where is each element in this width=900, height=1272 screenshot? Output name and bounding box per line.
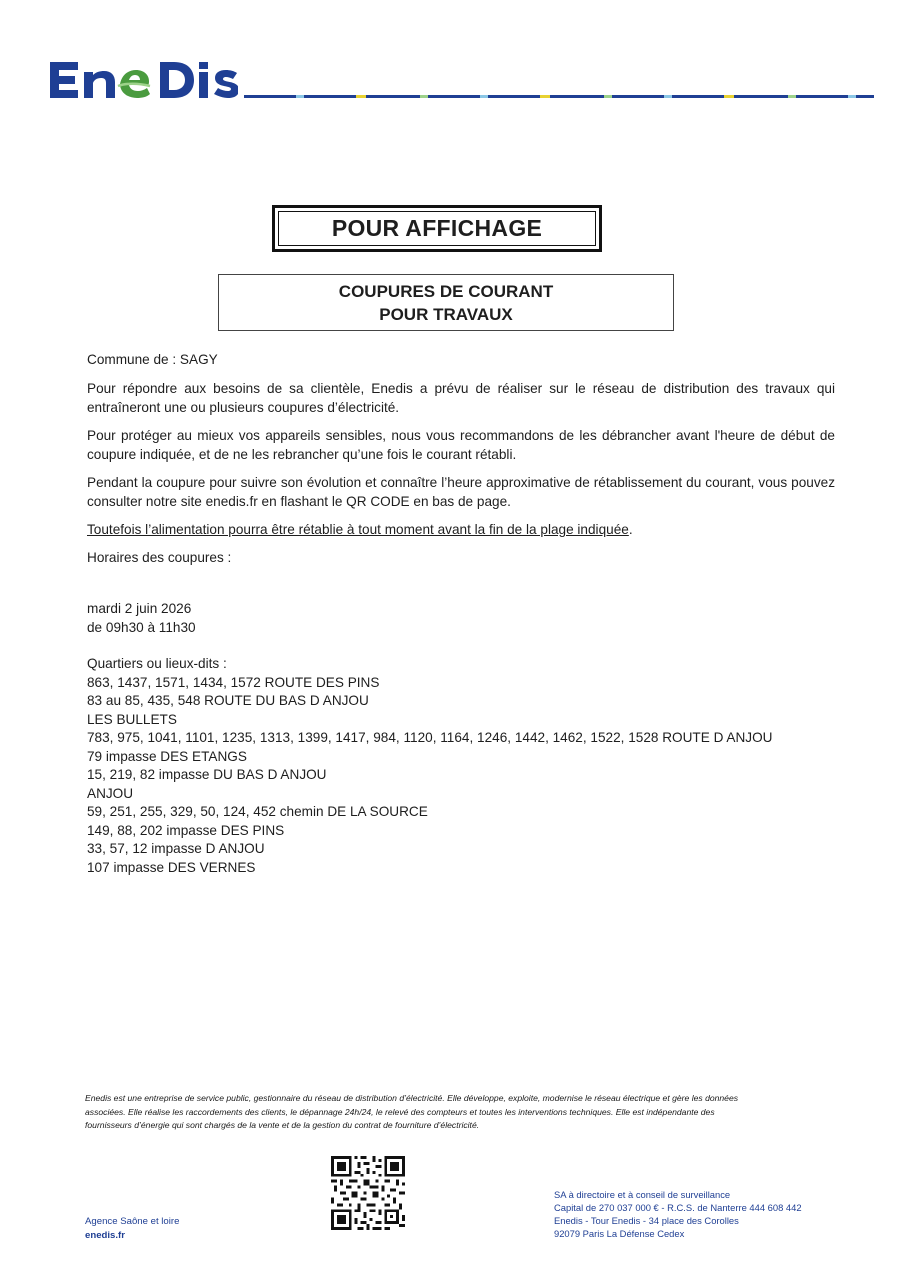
agency-block <box>85 1215 179 1243</box>
location-item: 149, 88, 202 impasse DES PINS <box>87 822 285 838</box>
location-item: 79 impasse DES ETANGS <box>87 748 247 764</box>
coupures-title-box <box>218 274 674 331</box>
pour-affichage-title: POUR AFFICHAGE <box>278 211 596 246</box>
company-line: 92079 Paris La Défense Cedex <box>554 1228 685 1239</box>
header-rule <box>244 95 874 98</box>
location-item: 107 impasse DES VERNES <box>87 859 256 875</box>
enedis-logo <box>48 58 238 102</box>
website-link[interactable]: enedis.fr <box>85 1230 125 1241</box>
paragraph-protect: Pour protéger au mieux vos appareils sensibles, nous vous recommandons de les débrancher avant l'heure de début de coupure indiquée, et de ne les rebrancher qu’une fois le courant rétabli. <box>87 428 835 462</box>
agency-name: Agence Saône et loire <box>85 1216 180 1227</box>
paragraph-needs: Pour répondre aux besoins de sa clientèle, Enedis a prévu de réaliser sur le réseau de distribution des travaux qui entraîneront une ou plusieurs coupures d’électricité. <box>87 381 835 415</box>
notice-body <box>87 350 835 567</box>
warning-line <box>87 520 835 539</box>
location-item: 83 au 85, 435, 548 ROUTE DU BAS D ANJOU <box>87 693 369 708</box>
qr-code-icon[interactable] <box>331 1156 405 1230</box>
schedule-block <box>87 600 196 637</box>
location-item: 863, 1437, 1571, 1434, 1572 ROUTE DES PINS <box>87 674 380 690</box>
legal-line: associées. Elle réalise les raccordements des clients, le dépannage 24h/24, le relevé des compteurs et toutes les interventions techniques. Elle est indépendante des <box>85 1106 715 1117</box>
company-line: Enedis - Tour Enedis - 34 place des Corolles <box>554 1215 739 1226</box>
coupures-title-line2: POUR TRAVAUX <box>379 304 513 324</box>
legal-notice <box>85 1092 815 1133</box>
location-item: 15, 219, 82 impasse DU BAS D ANJOU <box>87 767 327 782</box>
location-item: 59, 251, 255, 329, 50, 124, 452 chemin DE LA SOURCE <box>87 804 428 819</box>
schedule-label: Horaires des coupures : <box>87 550 232 565</box>
location-item: 783, 975, 1041, 1101, 1235, 1313, 1399, 1417, 984, 1120, 1164, 1246, 1442, 1462, 1522, 1528 ROUTE D ANJOU <box>87 730 773 745</box>
company-line: Capital de 270 037 000 € - R.C.S. de Nanterre 444 608 442 <box>554 1202 802 1213</box>
warning-text: Toutefois l’alimentation pourra être rétablie à tout moment avant la fin de la plage indiquée <box>87 522 629 537</box>
schedule-date: mardi 2 juin 2026 <box>87 601 192 616</box>
legal-line: Enedis est une entreprise de service public, gestionnaire du réseau de distribution d’électricité. Elle développe, exploite, modernise le réseau électrique et gère les données <box>85 1093 739 1103</box>
legal-line: fournisseurs d’énergie qui sont chargés de la vente et de la gestion du contrat de fourniture d’électricité. <box>85 1120 480 1130</box>
schedule-time: de 09h30 à 11h30 <box>87 619 196 635</box>
location-item: LES BULLETS <box>87 711 177 727</box>
location-item: ANJOU <box>87 785 134 801</box>
locations-label: Quartiers ou lieux-dits : <box>87 656 227 671</box>
paragraph-follow: Pendant la coupure pour suivre son évolution et connaître l’heure approximative de rétablissement du courant, vous pouvez consulter notre site enedis.fr en flashant le QR CODE en bas de page. <box>87 475 835 509</box>
company-info <box>554 1188 802 1240</box>
coupures-title-line1: COUPURES DE COURANT <box>338 281 554 301</box>
pour-affichage-box <box>272 205 602 252</box>
location-item: 33, 57, 12 impasse D ANJOU <box>87 841 265 856</box>
warning-period: . <box>628 522 633 537</box>
company-line: SA à directoire et à conseil de surveillance <box>554 1189 731 1200</box>
commune-line: Commune de : SAGY <box>87 352 218 367</box>
locations-block <box>87 655 773 877</box>
